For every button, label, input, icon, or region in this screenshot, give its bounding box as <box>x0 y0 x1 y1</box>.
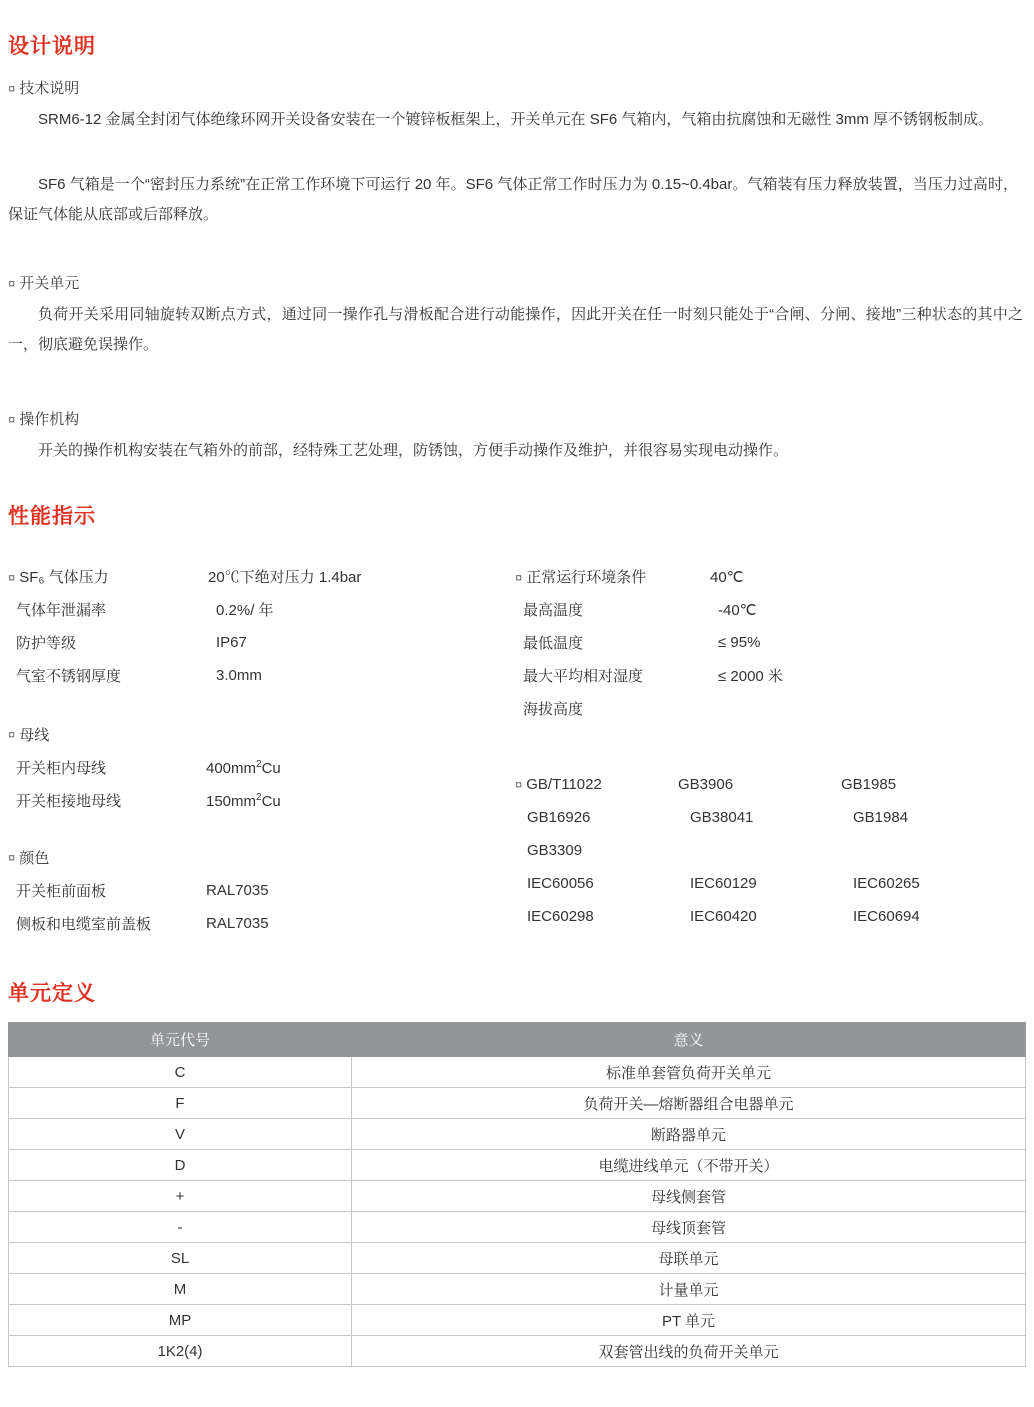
spec-value: ≤ 2000 米 <box>718 668 783 685</box>
cell-code: 1K2(4) <box>9 1336 352 1367</box>
standard-code-text: GB/T11022 <box>526 776 602 793</box>
bullet-marker-icon: ¤ <box>8 727 16 742</box>
standard-code: GB3906 <box>678 776 734 793</box>
cell-code: MP <box>9 1305 352 1336</box>
paragraph-operate-1: 开关的操作机构安装在气箱外的前部，经特殊工艺处理，防锈蚀，方便手动操作及维护，并很容易实现电动操作。 <box>38 442 789 459</box>
spec-value: RAL7035 <box>206 882 269 899</box>
spec-label: 侧板和电缆室前盖板 <box>16 916 152 933</box>
cell-code: + <box>9 1181 352 1212</box>
column-header-code: 单元代号 <box>9 1023 352 1057</box>
table-row <box>9 1181 1026 1212</box>
spec-block-color-heading <box>8 841 269 874</box>
spec-block-environment <box>515 560 783 725</box>
spec-label: 气室不锈钢厚度 <box>16 668 122 685</box>
standard-code <box>515 776 678 793</box>
bullet-marker-icon: ¤ <box>515 777 523 792</box>
standard-code: GB3309 <box>527 842 583 859</box>
cell-code: V <box>9 1119 352 1150</box>
spec-block-busbar <box>8 718 281 817</box>
bullet-marker-icon: ¤ <box>8 850 16 865</box>
spec-value: 3.0mm <box>216 667 262 684</box>
standard-code: IEC60298 <box>527 908 594 925</box>
spec-block-gas <box>8 560 361 692</box>
spec-block-busbar-label: 母线 <box>19 727 50 744</box>
standard-code: GB1984 <box>853 809 909 826</box>
cell-code: SL <box>9 1243 352 1274</box>
section-title-units: 单元定义 <box>8 982 96 1005</box>
spec-block-color-label: 颜色 <box>19 850 50 867</box>
standard-code: IEC60694 <box>853 908 920 925</box>
bullet-marker-icon: ¤ <box>8 81 16 96</box>
spec-label: 最低温度 <box>523 635 584 652</box>
spec-label: 开关柜接地母线 <box>16 793 122 810</box>
bullet-marker-icon: ¤ <box>8 570 16 585</box>
table-row <box>9 1274 1026 1305</box>
spec-value: $400mm^2Cu$ <box>206 758 281 777</box>
table-header-row <box>9 1023 1026 1057</box>
cell-meaning: 母线顶套管 <box>352 1212 1026 1243</box>
paragraph-tech-2: SF6 气箱是一个“密封压力系统”在正常工作环境下可运行 20 年。SF6 气体正常工作时压力为 0.15~0.4bar。气箱装有压力释放装置，当压力过高时，保证气体能从底部或后部释放。 <box>8 176 1018 223</box>
spec-value: 20℃下绝对压力 1.4bar <box>208 569 362 586</box>
bullet-marker-icon: ¤ <box>8 276 16 291</box>
unit-definition-table <box>8 1022 1026 1367</box>
spec-value: 0.2%/ 年 <box>216 602 274 619</box>
spec-value: RAL7035 <box>206 915 269 932</box>
section-title-design: 设计说明 <box>8 35 96 58</box>
cell-code: C <box>9 1057 352 1088</box>
standard-code: GB16926 <box>527 809 591 826</box>
table-row <box>9 1305 1026 1336</box>
table-row <box>9 1243 1026 1274</box>
spec-label: 开关柜内母线 <box>16 760 107 777</box>
standard-code: IEC60056 <box>527 875 594 892</box>
spec-label: 开关柜前面板 <box>16 883 107 900</box>
spec-value: -40℃ <box>718 601 757 619</box>
cell-meaning: 双套管出线的负荷开关单元 <box>352 1336 1026 1367</box>
cell-meaning: PT 单元 <box>352 1305 1026 1336</box>
spec-label: 最大平均相对湿度 <box>523 668 644 685</box>
bullet-marker-icon: ¤ <box>515 570 523 585</box>
spec-label-text: SF₆ 气体压力 <box>19 569 109 586</box>
spec-block-busbar-heading <box>8 718 281 751</box>
spec-label: 海拔高度 <box>523 701 584 718</box>
standard-code: IEC60420 <box>690 908 757 925</box>
standard-code: IEC60265 <box>853 875 920 892</box>
subsection-switch-heading <box>8 272 79 293</box>
subsection-operate-label: 操作机构 <box>19 411 80 428</box>
section-title-performance: 性能指示 <box>8 505 96 528</box>
spec-label: 防护等级 <box>16 635 77 652</box>
spec-label: 最高温度 <box>523 602 584 619</box>
standard-code: GB1985 <box>841 776 897 793</box>
spec-label <box>8 566 208 587</box>
paragraph-tech-1: SRM6-12 金属全封闭气体绝缘环网开关设备安装在一个镀锌板框架上，开关单元在 SF6 气箱内，气箱由抗腐蚀和无磁性 3mm 厚不锈钢板制成。 <box>38 111 994 128</box>
spec-block-color <box>8 841 269 940</box>
spec-block-standards <box>515 768 1016 933</box>
table-row <box>9 1119 1026 1150</box>
subsection-switch-label: 开关单元 <box>19 275 80 292</box>
spec-value: $150mm^2Cu$ <box>206 791 281 810</box>
cell-code: - <box>9 1212 352 1243</box>
cell-code: M <box>9 1274 352 1305</box>
spec-value: 40℃ <box>710 568 744 586</box>
cell-meaning: 母线侧套管 <box>352 1181 1026 1212</box>
cell-meaning: 负荷开关—熔断器组合电器单元 <box>352 1088 1026 1119</box>
standard-code: IEC60129 <box>690 875 757 892</box>
cell-meaning: 计量单元 <box>352 1274 1026 1305</box>
bullet-marker-icon: ¤ <box>8 412 16 427</box>
table-row <box>9 1150 1026 1181</box>
standard-code: GB38041 <box>690 809 754 826</box>
cell-meaning: 母联单元 <box>352 1243 1026 1274</box>
subsection-tech-label: 技术说明 <box>19 80 80 97</box>
subsection-operate-heading <box>8 408 79 429</box>
table-row <box>9 1212 1026 1243</box>
table-row <box>9 1336 1026 1367</box>
cell-meaning: 标准单套管负荷开关单元 <box>352 1057 1026 1088</box>
table-row <box>9 1088 1026 1119</box>
column-header-meaning: 意义 <box>352 1023 1026 1057</box>
spec-label-text: 正常运行环境条件 <box>526 569 647 586</box>
spec-label: 气体年泄漏率 <box>16 602 107 619</box>
spec-value: ≤ 95% <box>718 634 761 651</box>
cell-meaning: 断路器单元 <box>352 1119 1026 1150</box>
table-row <box>9 1057 1026 1088</box>
cell-code: D <box>9 1150 352 1181</box>
cell-code: F <box>9 1088 352 1119</box>
spec-label <box>515 566 710 587</box>
subsection-tech-heading <box>8 77 79 98</box>
spec-value: IP67 <box>216 634 247 651</box>
cell-meaning: 电缆进线单元（不带开关） <box>352 1150 1026 1181</box>
paragraph-switch-1: 负荷开关采用同轴旋转双断点方式，通过同一操作孔与滑板配合进行动能操作，因此开关在任一时刻只能处于“合闸、分闸、接地”三种状态的其中之一，彻底避免误操作。 <box>8 306 1023 353</box>
